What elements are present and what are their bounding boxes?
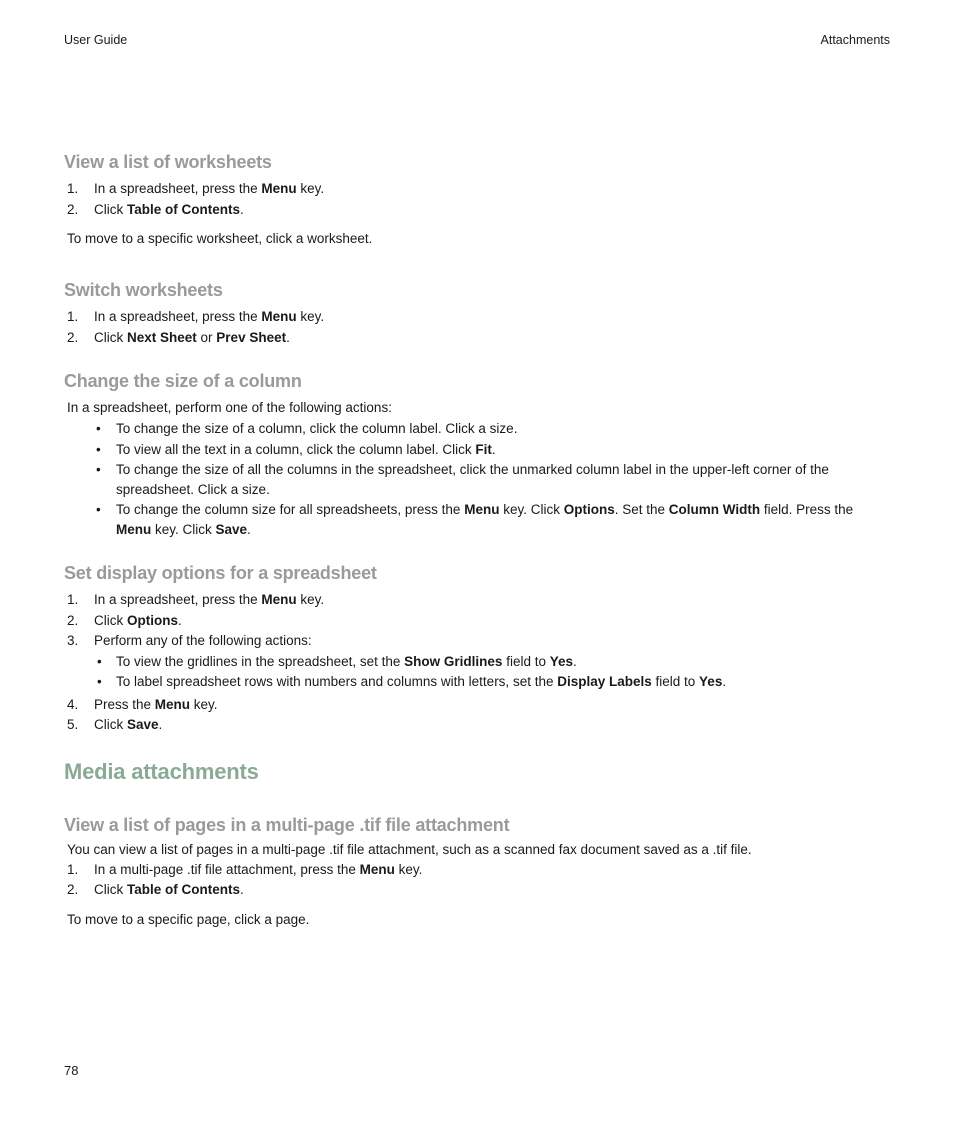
bullet-text: .: [247, 521, 251, 537]
menu-item-name: Table of Contents: [127, 201, 240, 217]
step-item: [64, 307, 890, 328]
bullet-item: [64, 440, 890, 460]
page-number: 78: [64, 1063, 79, 1078]
running-header-right: Attachments: [820, 33, 890, 47]
bullet-text: key. Click: [151, 521, 216, 537]
field-name: Display Labels: [557, 674, 652, 689]
menu-item-name: Fit: [475, 441, 492, 457]
step-number: 1.: [67, 309, 79, 324]
key-name: Menu: [154, 696, 191, 712]
bullet-icon: •: [96, 421, 101, 436]
page-content: [64, 152, 890, 930]
step-text: In a multi-page .tif file attachment, press the: [94, 861, 360, 877]
step-text: Click: [94, 717, 127, 732]
step-text: or: [196, 329, 217, 345]
bullet-text: To view the gridlines in the spreadsheet, set the: [116, 653, 405, 669]
step-text: .: [178, 612, 182, 628]
bullet-item: [64, 500, 890, 539]
step-number: 3.: [67, 633, 79, 648]
key-name: Menu: [261, 309, 297, 324]
bullet-text: To change the size of all the columns in the spreadsheet, click the unmarked column label in the upper-left corner of the spreadsheet. Click a size.: [116, 462, 829, 497]
menu-item-name: Save: [215, 521, 248, 537]
bullet-item: [64, 672, 890, 692]
bullet-item: [64, 460, 890, 499]
bullet-icon: •: [97, 674, 102, 689]
note-text: To move to a specific page, click a page.: [67, 911, 310, 927]
step-text: Click: [94, 612, 127, 628]
bullet-text: To change the size of a column, click the column label. Click a size.: [116, 421, 518, 436]
step-number: 5.: [67, 717, 79, 732]
bullet-text: To change the column size for all spreadsheets, press the: [116, 502, 465, 517]
step-text: .: [240, 882, 244, 897]
bullet-text: field. Press the: [760, 502, 854, 517]
step-item: [64, 179, 890, 200]
step-text: key.: [296, 181, 325, 196]
step-item: [64, 715, 890, 736]
field-value: Yes: [549, 653, 573, 669]
bullet-icon: •: [97, 653, 102, 669]
menu-item-name: Prev Sheet: [216, 329, 287, 345]
step-item: [64, 611, 890, 632]
key-name: Menu: [359, 861, 395, 877]
step-text: .: [286, 329, 290, 345]
step-number: 1.: [67, 181, 79, 196]
heading-change-column-size: Change the size of a column: [64, 371, 302, 391]
actions-list: [64, 419, 890, 539]
bullet-text: . Set the: [614, 502, 669, 517]
field-value: Yes: [699, 674, 723, 689]
step-item: [64, 631, 890, 652]
step-text: In a spreadsheet, press the: [94, 181, 262, 196]
steps-switch-worksheets: [64, 307, 890, 348]
step-item: [64, 695, 890, 716]
heading-set-display-options: Set display options for a spreadsheet: [64, 563, 377, 583]
key-name: Menu: [261, 592, 297, 607]
step-number: 4.: [67, 696, 79, 712]
running-header-left: User Guide: [64, 33, 128, 47]
bullet-text: .: [573, 653, 577, 669]
step-text: Press the: [94, 696, 155, 712]
bullet-text: To view all the text in a column, click the column label. Click: [116, 441, 476, 457]
key-name: Menu: [116, 521, 152, 537]
bullet-text: To label spreadsheet rows with numbers and columns with letters, set the: [116, 674, 558, 689]
step-number: 2.: [67, 201, 79, 217]
heading-view-tif-pages: View a list of pages in a multi-page .tif file attachment: [64, 814, 510, 835]
bullet-item: [64, 419, 890, 439]
step-text: In a spreadsheet, press the: [94, 309, 262, 324]
steps-set-display-options-continued: [64, 695, 890, 736]
menu-item-name: Options: [127, 612, 178, 628]
key-name: Menu: [261, 181, 297, 196]
bullet-icon: •: [96, 462, 101, 477]
bullet-icon: •: [96, 502, 101, 517]
step-text: Perform any of the following actions:: [94, 633, 312, 648]
intro-text: In a spreadsheet, perform one of the following actions:: [67, 400, 392, 415]
step-text: key.: [296, 309, 325, 324]
step-text: key.: [394, 861, 423, 877]
steps-view-list-of-worksheets: [64, 179, 890, 220]
steps-set-display-options: [64, 590, 890, 652]
step-number: 2.: [67, 612, 79, 628]
note-text: To move to a specific worksheet, click a worksheet.: [67, 231, 373, 246]
bullet-text: field to: [651, 674, 700, 689]
display-options-list: [64, 652, 890, 692]
step-text: Click: [94, 201, 127, 217]
step-item: [64, 590, 890, 611]
menu-item-name: Next Sheet: [127, 329, 197, 345]
menu-item-name: Save: [127, 717, 159, 732]
steps-view-tif-pages: [64, 860, 890, 901]
step-text: key.: [296, 592, 325, 607]
heading-view-list-of-worksheets: View a list of worksheets: [64, 152, 272, 172]
step-number: 2.: [67, 329, 79, 345]
heading-switch-worksheets: Switch worksheets: [64, 280, 223, 300]
menu-item-name: Table of Contents: [127, 882, 240, 897]
key-name: Menu: [464, 502, 500, 517]
step-item: [64, 328, 890, 349]
step-item: [64, 860, 890, 881]
step-item: [64, 200, 890, 221]
bullet-text: .: [491, 441, 496, 457]
bullet-text: .: [722, 674, 727, 689]
step-text: In a spreadsheet, press the: [94, 592, 262, 607]
step-number: 1.: [67, 592, 79, 607]
heading-media-attachments: Media attachments: [64, 758, 259, 784]
bullet-text: key. Click: [499, 502, 564, 517]
step-item: [64, 880, 890, 901]
field-name: Column Width: [668, 502, 761, 517]
step-text: key.: [190, 696, 218, 712]
bullet-item: [64, 652, 890, 672]
bullet-text: field to: [502, 653, 550, 669]
intro-text: You can view a list of pages in a multi-page .tif file attachment, such as a scanned fax document saved as a .tif file.: [67, 841, 752, 857]
step-text: .: [240, 201, 244, 217]
step-number: 1.: [67, 861, 79, 877]
step-text: Click: [94, 329, 127, 345]
bullet-icon: •: [96, 441, 101, 457]
step-text: Click: [94, 882, 127, 897]
step-number: 2.: [67, 882, 79, 897]
field-name: Show Gridlines: [404, 653, 503, 669]
step-text: .: [158, 717, 163, 732]
menu-item-name: Options: [563, 502, 615, 517]
